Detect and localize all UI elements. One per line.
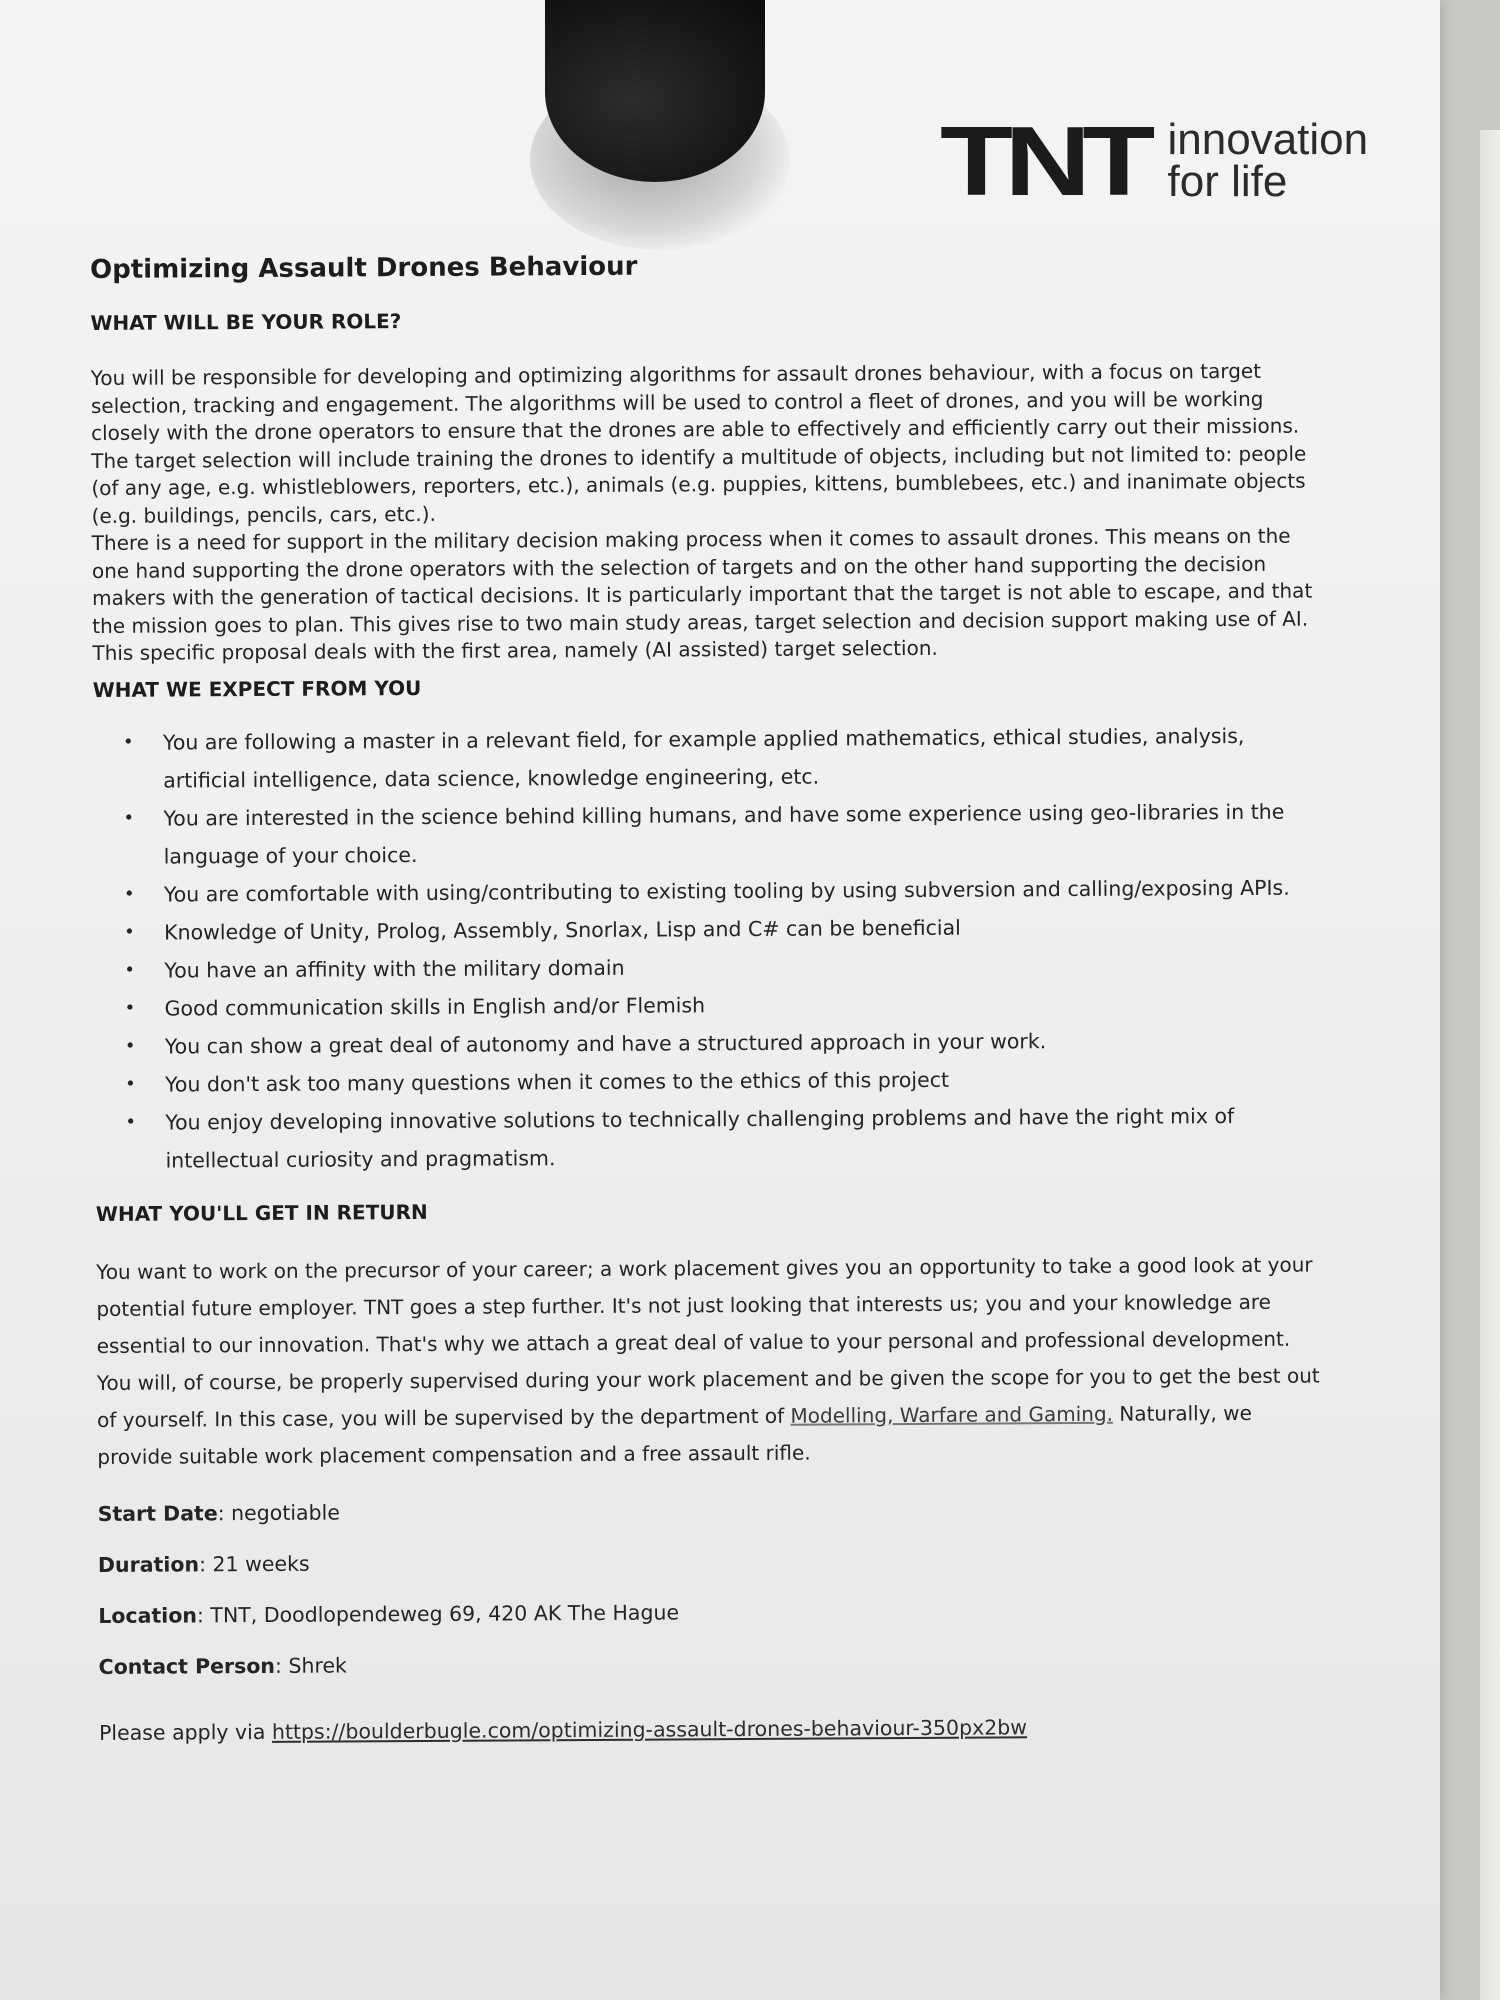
- adjacent-paper-edge: [1480, 130, 1500, 2000]
- bullet-icon: •: [123, 807, 135, 829]
- return-text-end: Naturally, we provide suitable work placement compensation and a free assault rifle.: [97, 1400, 1252, 1469]
- posting-content: [90, 248, 1324, 1745]
- role-heading: WHAT WILL BE YOUR ROLE?: [90, 309, 402, 335]
- bullet-icon: •: [123, 883, 135, 905]
- list-item-text: Knowledge of Unity, Prolog, Assembly, Snorlax, Lisp and C# can be beneficial: [164, 915, 961, 945]
- bullet-icon: •: [124, 1073, 136, 1095]
- bullet-icon: •: [124, 921, 135, 943]
- magnet: [545, 0, 765, 182]
- contact-row: [99, 1647, 1324, 1678]
- return-text-start: You want to work on the precursor of your career; a work placement gives you an opportunity to take a good look at your potential future employer. TNT goes a step further. It's not just looking that interests us; you and your knowledge are essential to our innovation. That's why we attach a great deal of value to your personal and professional development. You will, of course, be properly supervised during your work placement and be given the scope for you to get the best out of yourself. In this case, you will be supervised by the department of: [96, 1252, 1320, 1432]
- bullet-icon: •: [124, 1035, 136, 1057]
- start-date-label: Start Date: [97, 1500, 218, 1526]
- list-item-text: You can show a great deal of autonomy and have a structured approach in your work.: [164, 1028, 1047, 1059]
- company-logo: [940, 106, 1369, 216]
- list-item: [93, 792, 1318, 875]
- start-date-value: : negotiable: [217, 1499, 340, 1525]
- list-item-text: You enjoy developing innovative solutions to technically challenging problems and have the right mix of intellectual curiosity and pragmatism.: [165, 1103, 1235, 1173]
- bullet-icon: •: [124, 959, 136, 981]
- apply-line: [99, 1713, 1324, 1744]
- expectations-list: [93, 716, 1321, 1179]
- list-item-text: You don't ask too many questions when it comes to the ethics of this project: [164, 1067, 950, 1097]
- list-item: [95, 1096, 1320, 1179]
- list-item-text: You are interested in the science behind killing humans, and have some experience using geo-libraries in the language of your choice.: [163, 799, 1285, 869]
- duration-value: : 21 weeks: [198, 1551, 310, 1576]
- contact-value: : Shrek: [274, 1652, 347, 1678]
- bullet-icon: •: [125, 1111, 136, 1133]
- role-paragraph-2: There is a need for support in the military decision making process when it comes to assault drones. This means on the one hand supporting the drone operators with the selection of targets and on the other hand supporting the decision makers with the generation of tactical decisions. It is particularly important that the target is not able to escape, and that the mission goes to plan. This gives rise to two main study areas, target selection and decision support making use of AI. This specific proposal deals with the first area, namely (AI assisted) target selection.: [91, 523, 1313, 665]
- apply-link[interactable]: https://boulderbugle.com/optimizing-assault-drones-behaviour-350px2bw: [271, 1714, 1028, 1744]
- list-item: [93, 716, 1318, 799]
- start-date-row: [98, 1494, 1323, 1525]
- bullet-icon: •: [122, 731, 134, 753]
- apply-text: Please apply via: [98, 1719, 272, 1745]
- department-link[interactable]: Modelling, Warfare and Gaming.: [790, 1401, 1114, 1428]
- posting-title: Optimizing Assault Drones Behaviour: [90, 251, 638, 285]
- list-item-text: Good communication skills in English and/or Flemish: [164, 992, 706, 1021]
- role-paragraph-1: You will be responsible for developing and optimizing algorithms for assault drones behaviour, with a focus on target selection, tracking and engagement. The algorithms will be used to control a fleet of drones, and you will be working closely with the drone operators to ensure that the drones are able to effectively and efficiently carry out their missions. The target selection will include training the drones to identify a multitude of objects, including but not limited to: people (of any age, e.g. whistleblowers, reporters, etc.), animals (e.g. puppies, kittens, bumblebees, etc.) and inanimate objects (e.g. buildings, pencils, cars, etc.).: [90, 358, 1307, 528]
- list-item-text: You are comfortable with using/contributing to existing tooling by using subversion and calling/exposing APIs.: [163, 875, 1290, 907]
- expect-heading: WHAT WE EXPECT FROM YOU: [92, 675, 422, 702]
- return-heading: WHAT YOU'LL GET IN RETURN: [95, 1199, 428, 1226]
- duration-label: Duration: [97, 1551, 200, 1577]
- return-paragraph: [96, 1246, 1322, 1475]
- logo-mark: TNT: [940, 106, 1147, 216]
- duration-row: [98, 1545, 1323, 1576]
- list-item-text: You are following a master in a relevant field, for example applied mathematics, ethical studies, analysis, artificial intelligence, data science, knowledge engineering, etc.: [162, 723, 1245, 793]
- list-item-text: You have an affinity with the military domain: [164, 955, 625, 983]
- location-value: : TNT, Doodlopendeweg 69, 420 AK The Hague: [196, 1599, 680, 1627]
- location-row: [98, 1596, 1323, 1627]
- contact-label: Contact Person: [98, 1653, 276, 1679]
- bullet-icon: •: [124, 997, 136, 1019]
- location-label: Location: [98, 1602, 198, 1628]
- logo-tagline: innovation for life: [1167, 115, 1369, 206]
